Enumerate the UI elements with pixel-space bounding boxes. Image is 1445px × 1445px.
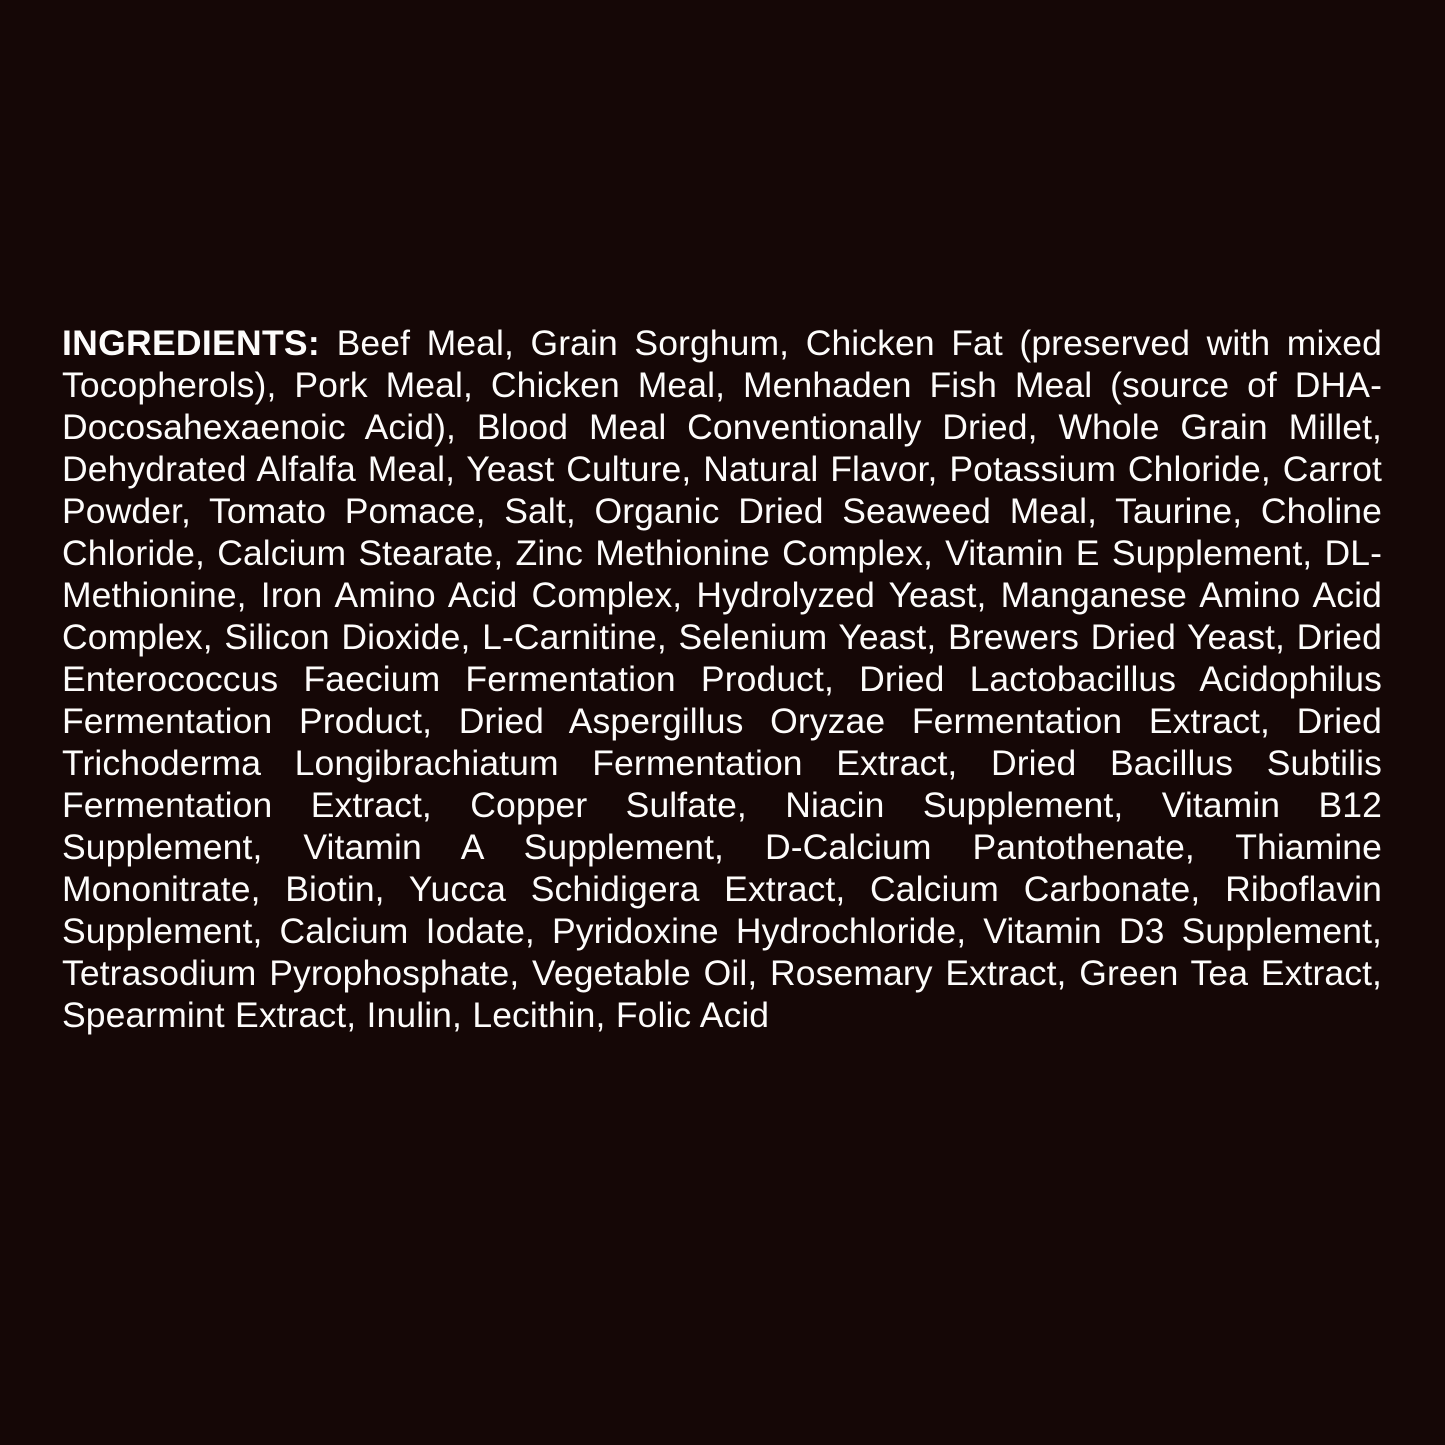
ingredients-list-text: Beef Meal, Grain Sorghum, Chicken Fat (preserved with mixed Tocopherols), Pork Meal, Chicken Meal, Menhaden Fish Meal (source of DHA-Docosahexaenoic Acid), Blood Meal Conventionally Dried, Whole Grain Millet, Dehydrated Alfalfa Meal, Yeast Culture, Natural Flavor, Potassium Chloride, Carrot Powder, Tomato Pomace, Salt, Organic Dried Seaweed Meal, Taurine, Choline Chloride, Calcium Stearate, Zinc Methionine Complex, Vitamin E Supplement, DL-Methionine, Iron Amino Acid Complex, Hydrolyzed Yeast, Manganese Amino Acid Complex, Silicon Dioxide, L-Carnitine, Selenium Yeast, Brewers Dried Yeast, Dried Enterococcus Faecium Fermentation Product, Dried Lactobacillus Acidophilus Fermentation Product, Dried Aspergillus Oryzae Fermentation Extract, Dried Trichoderma Longibrachiatum Fermentation Extract, Dried Bacillus Subtilis Fermentation Extract, Copper Sulfate, Niacin Supplement, Vitamin B12 Supplement, Vitamin A Supplement, D-Calcium Pantothenate, Thiamine Mononitrate, Biotin, Yucca Schidigera Extract, Calcium Carbonate, Riboflavin Supplement, Calcium Iodate, Pyridoxine Hydrochloride, Vitamin D3 Supplement, Tetrasodium Pyrophosphate, Vegetable Oil, Rosemary Extract, Green Tea Extract, Spearmint Extract, Inulin, Lecithin, Folic Acid (62, 323, 1382, 1035)
ingredients-heading: INGREDIENTS: (62, 323, 321, 363)
ingredients-block (62, 322, 1382, 1036)
ingredients-paragraph (62, 322, 1382, 1036)
